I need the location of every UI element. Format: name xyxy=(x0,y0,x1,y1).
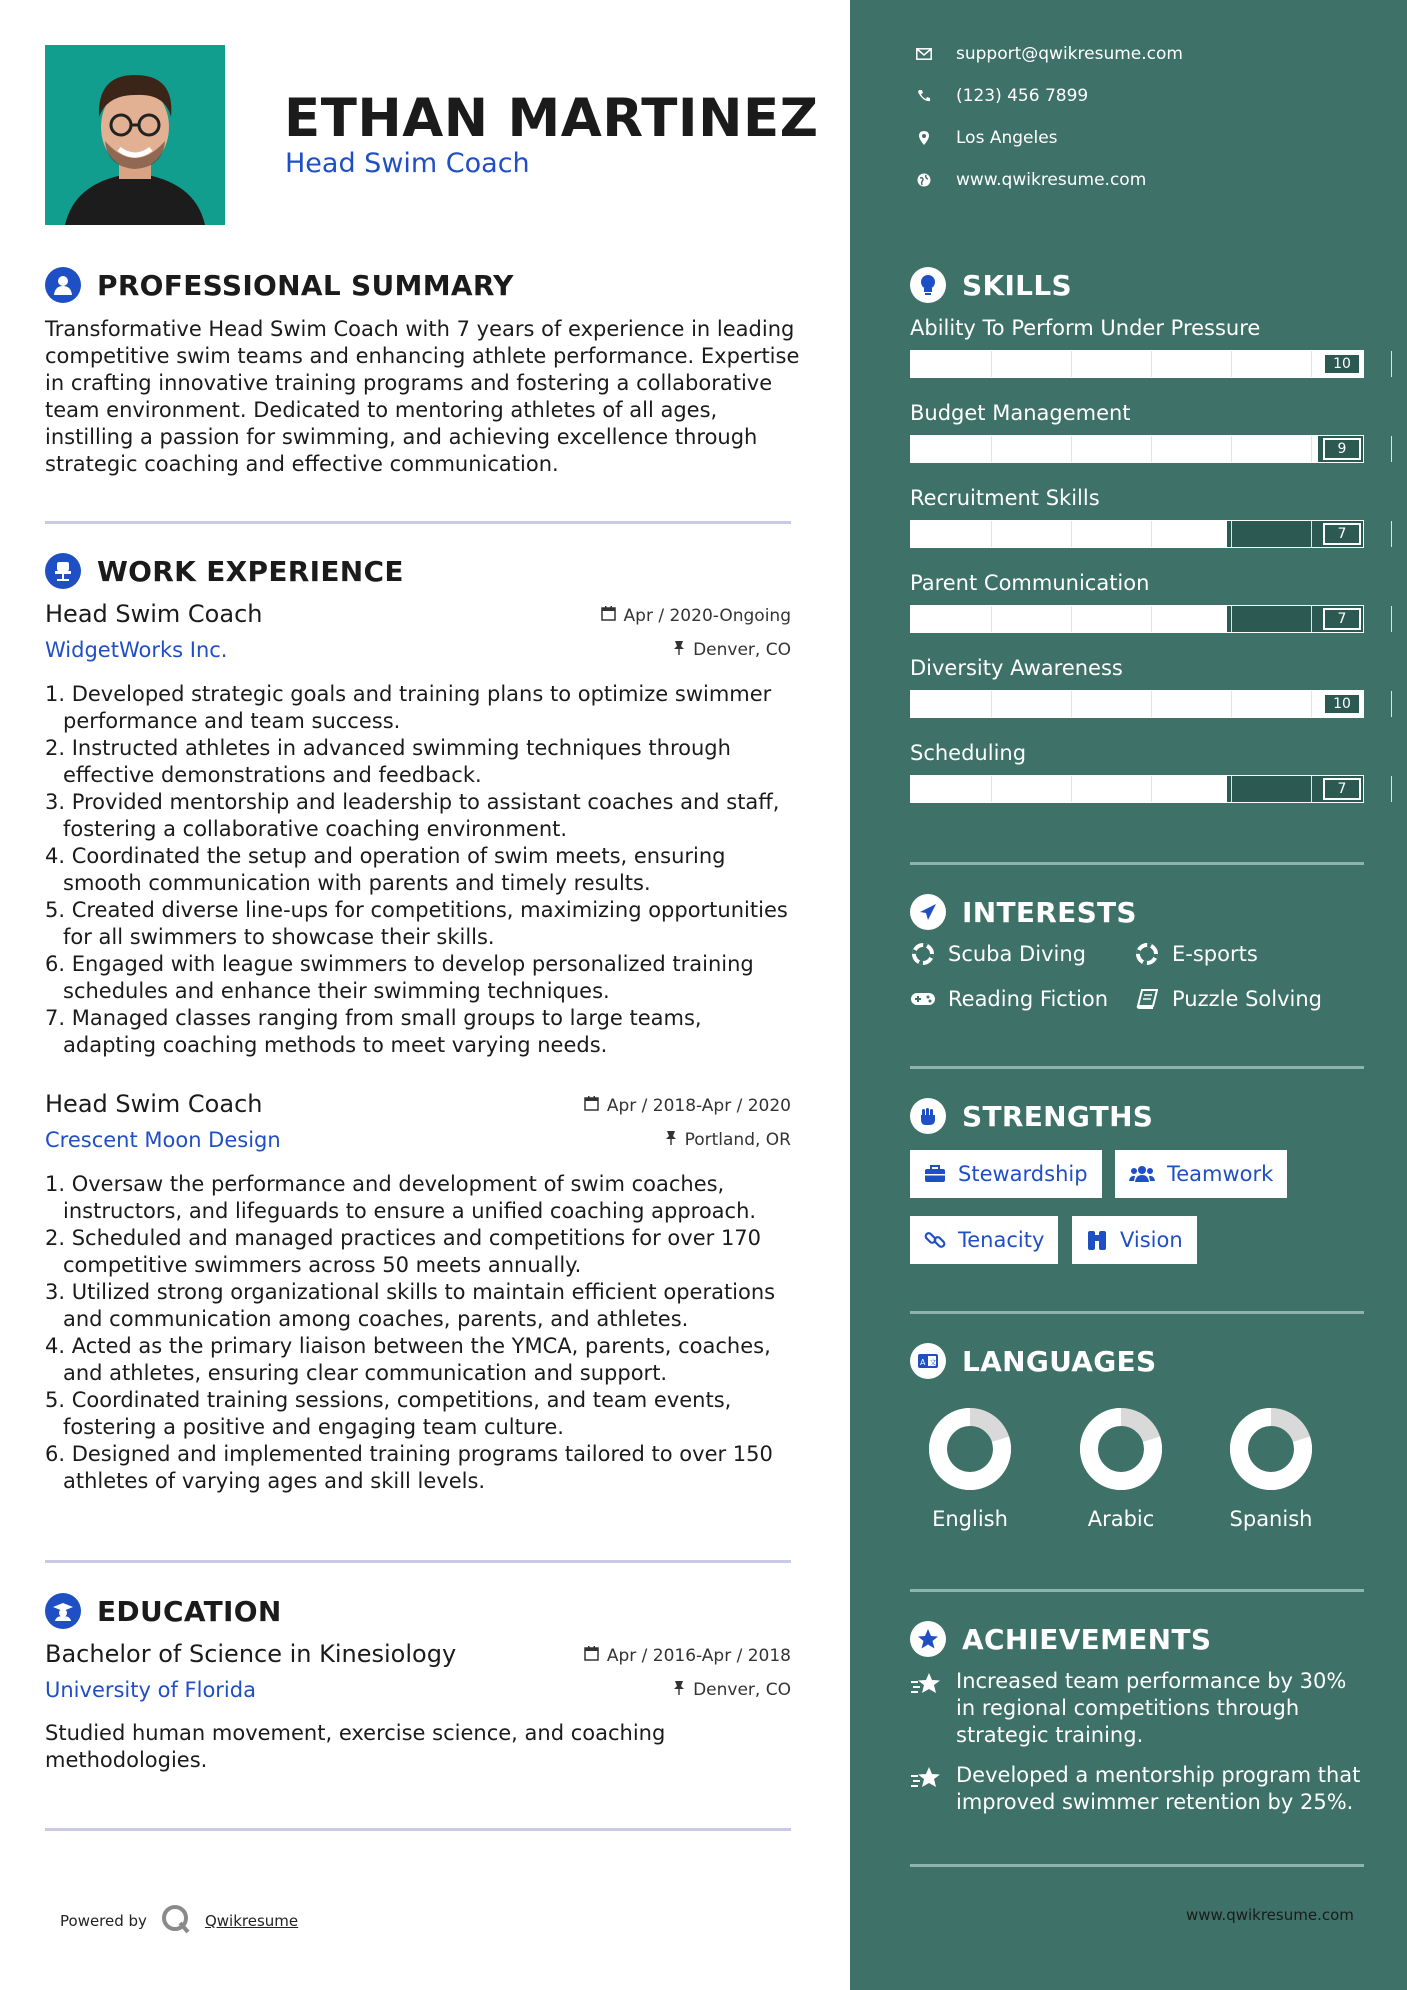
skill-bar-segment xyxy=(1231,436,1232,462)
job-location xyxy=(673,640,791,660)
location-text: Los Angeles xyxy=(956,128,1058,148)
list-item: 6. Designed and implemented training programs tailored to over 150 athletes of varying ages and skill levels. xyxy=(45,1442,773,1493)
skill-bar xyxy=(910,690,1364,718)
briefcase-icon xyxy=(924,1165,946,1183)
contact-website xyxy=(910,170,1146,190)
qwikresume-logo-icon xyxy=(161,1904,191,1938)
candidate-name: ETHAN MARTINEZ xyxy=(284,88,819,149)
job-title: Head Swim Coach xyxy=(45,600,263,628)
language-item xyxy=(1211,1405,1331,1531)
strength-tag xyxy=(1072,1216,1197,1264)
language-proficiency-ring xyxy=(1077,1405,1165,1493)
strength-tag xyxy=(1115,1150,1287,1198)
skill-item xyxy=(910,401,1364,463)
achievement-text: Developed a mentorship program that improved swimmer retention by 25%. xyxy=(956,1763,1361,1814)
education-location-text: Denver, CO xyxy=(693,1680,791,1700)
skill-bar-segment xyxy=(1231,776,1232,802)
skill-name: Ability To Perform Under Pressure xyxy=(910,316,1261,340)
skill-item xyxy=(910,571,1364,633)
skill-bar-segment xyxy=(1391,351,1392,377)
user-icon xyxy=(45,267,81,303)
contact-location xyxy=(910,128,1058,148)
calendar-icon xyxy=(584,1646,599,1666)
job-dates xyxy=(601,606,791,626)
list-item: 2. Instructed athletes in advanced swimming techniques through effective demonstrations and feedback. xyxy=(45,736,731,787)
skill-bar-segment xyxy=(1151,776,1152,802)
education-description: Studied human movement, exercise science, and coaching methodologies. xyxy=(45,1721,666,1772)
section-divider xyxy=(910,1864,1364,1867)
section-divider xyxy=(45,1560,791,1563)
life-ring-icon xyxy=(910,943,936,965)
skill-bar-segment xyxy=(1231,606,1232,632)
education-dates xyxy=(584,1646,791,1666)
skill-bar-segment xyxy=(991,691,992,717)
interest-label: Scuba Diving xyxy=(948,942,1086,966)
job-entry xyxy=(45,600,791,1059)
map-marker-icon xyxy=(910,131,938,145)
skill-bar-segment xyxy=(1311,691,1312,717)
interest-item xyxy=(910,987,1108,1011)
shooting-star-icon xyxy=(910,1668,946,1749)
language-item xyxy=(1061,1405,1181,1531)
achievement-item xyxy=(910,1668,1370,1749)
interest-item xyxy=(910,942,1086,966)
skill-bar-fill xyxy=(911,691,1363,717)
job-company: Crescent Moon Design xyxy=(45,1128,281,1152)
strengths-heading: STRENGTHS xyxy=(962,1099,1154,1133)
skill-bar xyxy=(910,520,1364,548)
powered-by-text: Powered by xyxy=(60,1912,147,1930)
skill-bar-segment xyxy=(991,521,992,547)
skill-bar-segment xyxy=(1151,436,1152,462)
skill-bar-segment xyxy=(1151,691,1152,717)
skill-bar-segment xyxy=(991,606,992,632)
job-location-text: Portland, OR xyxy=(684,1130,791,1150)
qwikresume-link[interactable]: Qwikresume xyxy=(204,1912,299,1930)
list-item: 2. Scheduled and managed practices and competitions for over 170 competitive swimmers across 50 meets annually. xyxy=(45,1226,762,1277)
list-item: 3. Utilized strong organizational skills to maintain efficient operations and communication among coaches, parents, and athletes. xyxy=(45,1280,776,1331)
job-title: Head Swim Coach xyxy=(45,1090,263,1118)
job-bullets xyxy=(45,1171,791,1495)
skill-level: 7 xyxy=(1323,778,1361,800)
skill-bar-segment xyxy=(991,776,992,802)
email-text[interactable]: support@qwikresume.com xyxy=(956,44,1183,64)
strength-label: Teamwork xyxy=(1167,1162,1274,1186)
book-icon xyxy=(1134,989,1160,1009)
skill-bar-fill xyxy=(911,436,1318,462)
list-item: 5. Coordinated training sessions, competitions, and team events, fostering a positive and engaging team culture. xyxy=(45,1388,732,1439)
skill-bar xyxy=(910,350,1364,378)
skill-bar-segment xyxy=(1391,521,1392,547)
section-divider xyxy=(910,1589,1364,1592)
language-label: Spanish xyxy=(1229,1507,1313,1531)
shooting-star-icon xyxy=(910,1762,946,1816)
skill-level: 10 xyxy=(1323,353,1361,375)
skill-level: 7 xyxy=(1323,608,1361,630)
language-label: English xyxy=(932,1507,1008,1531)
skill-bar-segment xyxy=(1311,351,1312,377)
language-proficiency-ring xyxy=(926,1405,1014,1493)
language-icon xyxy=(910,1343,946,1379)
globe-icon xyxy=(910,173,938,187)
language-item xyxy=(910,1405,1030,1531)
skill-bar-segment xyxy=(1071,436,1072,462)
phone-text: (123) 456 7899 xyxy=(956,86,1089,106)
users-icon xyxy=(1129,1165,1155,1183)
section-divider xyxy=(910,1311,1364,1314)
skill-item xyxy=(910,486,1364,548)
website-text[interactable]: www.qwikresume.com xyxy=(956,170,1147,190)
skill-bar-segment xyxy=(1311,436,1312,462)
interest-item xyxy=(1134,942,1258,966)
strength-tag xyxy=(910,1150,1102,1198)
education-heading: EDUCATION xyxy=(97,1594,282,1628)
interests-section-header xyxy=(910,894,1137,930)
skills-heading: SKILLS xyxy=(962,268,1072,302)
skill-bar-segment xyxy=(991,436,992,462)
skill-bar xyxy=(910,775,1364,803)
contact-phone xyxy=(910,86,1088,106)
skill-bar-segment xyxy=(1391,606,1392,632)
skill-item xyxy=(910,656,1364,718)
skill-name: Budget Management xyxy=(910,401,1131,425)
summary-section-header xyxy=(45,267,514,303)
contact-email xyxy=(910,44,1183,64)
fist-icon xyxy=(910,1098,946,1134)
link-icon xyxy=(924,1229,946,1251)
pin-icon xyxy=(673,640,685,660)
strengths-section-header xyxy=(910,1098,1153,1134)
skill-bar-segment xyxy=(1311,776,1312,802)
education-entry xyxy=(45,1640,791,1774)
list-item: 4. Coordinated the setup and operation of swim meets, ensuring smooth communication with parents and timely results. xyxy=(45,844,726,895)
list-item: 1. Oversaw the performance and development of swim coaches, instructors, and lifeguards to ensure a unified coaching approach. xyxy=(45,1172,757,1223)
education-location xyxy=(673,1680,791,1700)
skill-item xyxy=(910,741,1364,803)
gamepad-icon xyxy=(910,991,936,1007)
calendar-icon xyxy=(584,1096,599,1116)
skill-bar-segment xyxy=(991,351,992,377)
skill-bar-fill xyxy=(911,606,1227,632)
section-divider xyxy=(910,862,1364,865)
skills-section-header xyxy=(910,267,1072,303)
life-ring-icon xyxy=(1134,943,1160,965)
interest-label: E-sports xyxy=(1172,942,1258,966)
envelope-icon xyxy=(910,48,938,60)
experience-section-header xyxy=(45,553,404,589)
list-item: 6. Engaged with league swimmers to develop personalized training schedules and enhance their swimming techniques. xyxy=(45,952,754,1003)
list-item: 1. Developed strategic goals and training plans to optimize swimmer performance and team success. xyxy=(45,682,772,733)
job-dates-text: Apr / 2018-Apr / 2020 xyxy=(606,1096,791,1116)
interests-heading: INTERESTS xyxy=(962,895,1137,929)
calendar-icon xyxy=(601,606,616,626)
skill-item xyxy=(910,316,1364,378)
phone-icon xyxy=(910,89,938,103)
section-divider xyxy=(45,1828,791,1831)
strength-label: Stewardship xyxy=(958,1162,1088,1186)
skill-bar xyxy=(910,435,1364,463)
skill-bar-segment xyxy=(1151,521,1152,547)
education-section-header xyxy=(45,1593,282,1629)
job-dates-text: Apr / 2020-Ongoing xyxy=(623,606,791,626)
skill-level: 7 xyxy=(1323,523,1361,545)
interest-item xyxy=(1134,987,1322,1011)
list-item: 7. Managed classes ranging from small groups to large teams, adapting coaching methods to meet varying needs. xyxy=(45,1006,702,1057)
skill-bar-segment xyxy=(1311,521,1312,547)
skill-bar-segment xyxy=(1071,691,1072,717)
skill-bar-segment xyxy=(1151,606,1152,632)
strength-label: Vision xyxy=(1120,1228,1183,1252)
job-company: WidgetWorks Inc. xyxy=(45,638,228,662)
skill-bar xyxy=(910,605,1364,633)
list-item: 3. Provided mentorship and leadership to assistant coaches and staff, fostering a collaborative coaching environment. xyxy=(45,790,780,841)
school-name: University of Florida xyxy=(45,1678,256,1702)
powered-by xyxy=(60,1904,298,1938)
skill-name: Recruitment Skills xyxy=(910,486,1100,510)
candidate-title: Head Swim Coach xyxy=(285,148,530,179)
skill-bar-segment xyxy=(1071,521,1072,547)
svg-text:文: 文 xyxy=(929,1358,937,1367)
job-location-text: Denver, CO xyxy=(693,640,791,660)
skill-bar-segment xyxy=(1391,691,1392,717)
skill-level: 9 xyxy=(1323,438,1361,460)
job-bullets xyxy=(45,681,791,1059)
chair-icon xyxy=(45,553,81,589)
achievements-heading: ACHIEVEMENTS xyxy=(962,1622,1212,1656)
skill-bar-segment xyxy=(1231,351,1232,377)
language-label: Arabic xyxy=(1087,1507,1155,1531)
experience-heading: WORK EXPERIENCE xyxy=(97,554,404,588)
paper-plane-icon xyxy=(910,894,946,930)
skill-name: Parent Communication xyxy=(910,571,1150,595)
skill-bar-fill xyxy=(911,351,1363,377)
languages-heading: LANGUAGES xyxy=(962,1344,1157,1378)
list-item: 5. Created diverse line-ups for competitions, maximizing opportunities for all swimmers to showcase their skills. xyxy=(45,898,788,949)
star-icon xyxy=(910,1621,946,1657)
svg-text:A: A xyxy=(920,1358,926,1367)
profile-photo xyxy=(45,45,225,225)
section-divider xyxy=(45,521,791,524)
achievements-section-header xyxy=(910,1621,1211,1657)
skill-bar-segment xyxy=(1071,776,1072,802)
education-dates-text: Apr / 2016-Apr / 2018 xyxy=(606,1646,791,1666)
job-entry xyxy=(45,1090,791,1495)
strength-tag xyxy=(910,1216,1058,1264)
skill-bar-segment xyxy=(1071,351,1072,377)
strength-label: Tenacity xyxy=(958,1228,1045,1252)
skill-level: 10 xyxy=(1323,693,1361,715)
summary-text: Transformative Head Swim Coach with 7 years of experience in leading competitive swim teams and enhancing athlete performance. Expertise in crafting innovative training programs and fostering a collaborative team environment. Dedicated to mentoring athletes of all ages, instilling a passion for swimming, and achieving excellence through strategic coaching and effective communication. xyxy=(45,317,800,476)
job-location xyxy=(665,1130,791,1150)
skill-name: Diversity Awareness xyxy=(910,656,1123,680)
list-item: 4. Acted as the primary liaison between the YMCA, parents, coaches, and athletes, ensuring clear communication and support. xyxy=(45,1334,771,1385)
skill-bar-segment xyxy=(1231,691,1232,717)
graduate-icon xyxy=(45,1593,81,1629)
skill-bar-segment xyxy=(1311,606,1312,632)
skill-name: Scheduling xyxy=(910,741,1027,765)
section-divider xyxy=(910,1066,1364,1069)
language-proficiency-ring xyxy=(1227,1405,1315,1493)
skill-bar-fill xyxy=(911,521,1227,547)
footer-website[interactable]: www.qwikresume.com xyxy=(1186,1906,1354,1924)
skill-bar-segment xyxy=(1231,521,1232,547)
skill-bar-segment xyxy=(1071,606,1072,632)
interest-label: Puzzle Solving xyxy=(1172,987,1322,1011)
languages-section-header xyxy=(910,1343,1156,1379)
interest-label: Reading Fiction xyxy=(948,987,1109,1011)
degree-title: Bachelor of Science in Kinesiology xyxy=(45,1640,457,1668)
skill-bar-fill xyxy=(911,776,1227,802)
achievement-item xyxy=(910,1762,1370,1816)
pin-icon xyxy=(665,1130,677,1150)
skill-bar-segment xyxy=(1391,436,1392,462)
skill-bar-segment xyxy=(1151,351,1152,377)
job-dates xyxy=(584,1096,791,1116)
skill-bar-segment xyxy=(1391,776,1392,802)
achievement-text: Increased team performance by 30% in regional competitions through strategic training. xyxy=(956,1669,1347,1747)
pin-icon xyxy=(673,1680,685,1700)
binoculars-icon xyxy=(1086,1229,1108,1251)
lightbulb-icon xyxy=(910,267,946,303)
summary-heading: PROFESSIONAL SUMMARY xyxy=(97,268,514,302)
